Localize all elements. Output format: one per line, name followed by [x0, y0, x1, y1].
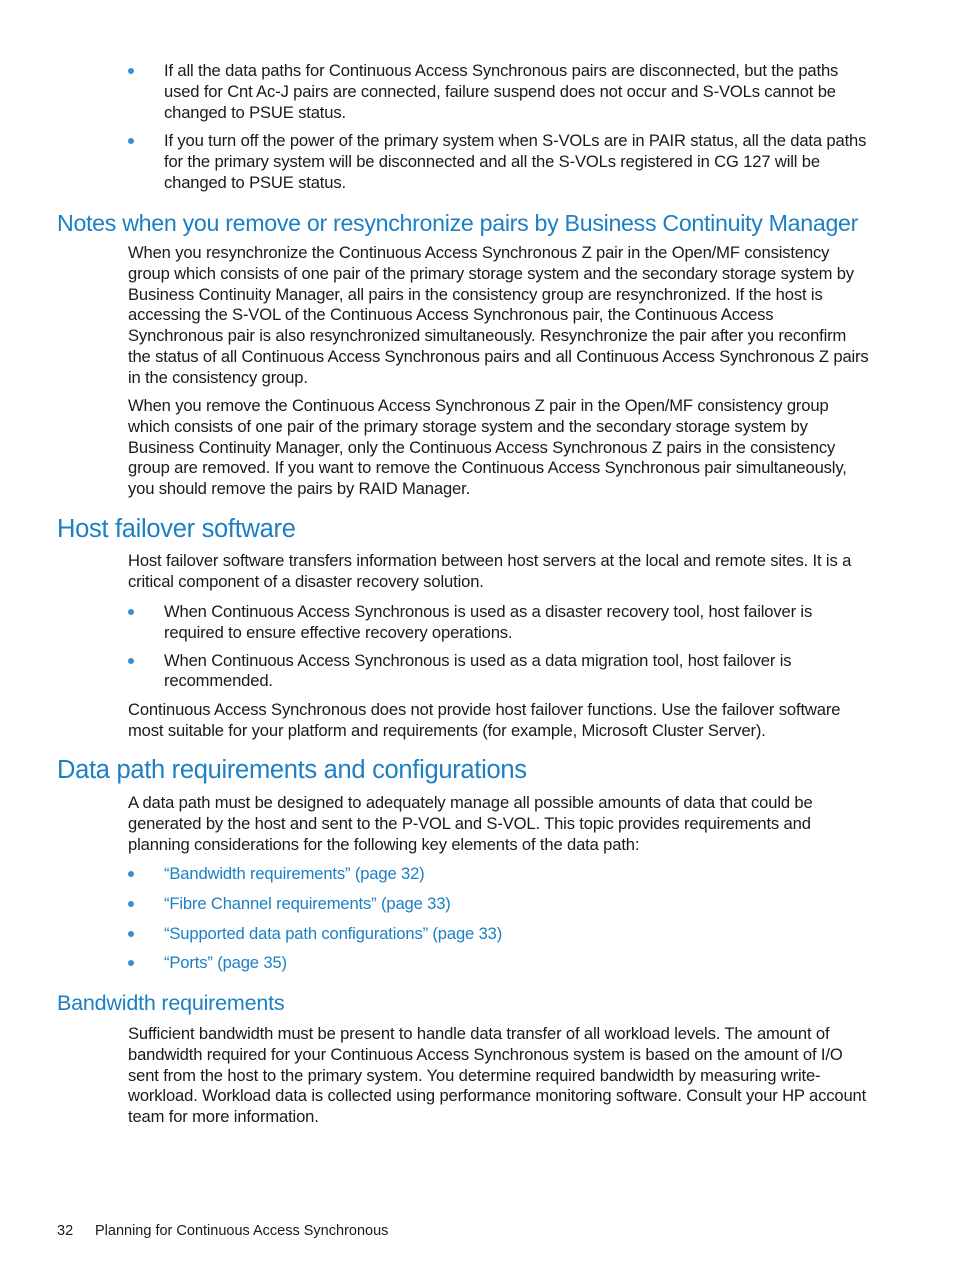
host-failover-bullet-list: [128, 602, 870, 692]
notes-paragraph-2: When you remove the Continuous Access Synchronous Z pair in the Open/MF consistency group which consists of one pair of the primary storage system and the secondary storage system by Business Continuity Manager, only the Continuous Access Synchronous Z pairs in the consistency group are removed. If you want to remove the Continuous Access Synchronous pair simultaneously, you should remove the pairs by RAID Manager.: [128, 396, 847, 499]
host-failover-heading: Host failover software: [57, 515, 296, 543]
data-path-heading: Data path requirements and configurations: [57, 756, 527, 784]
bandwidth-paragraph: Sufficient bandwidth must be present to handle data transfer of all workload levels. The amount of bandwidth required for your Continuous Access Synchronous system is based on the amount of I/O sent from the host to the primary system. You determine required bandwidth by measuring write-workload. Workload data is collected using performance monitoring software. Consult your HP account team for more information.: [128, 1024, 867, 1127]
host-failover-intro: Host failover software transfers information between host servers at the local and remote sites. It is a critical component of a disaster recovery solution.: [128, 551, 852, 591]
list-item: [128, 651, 870, 693]
page-number: 32: [57, 1223, 74, 1239]
bullet-icon: [128, 658, 134, 664]
bullet-text: If you turn off the power of the primary system when S-VOLs are in PAIR status, all the data paths for the primary system will be disconnected and all the S-VOLs registered in CG 127 will be changed to PSUE status.: [164, 131, 867, 192]
list-item: [128, 953, 870, 974]
host-failover-closing: Continuous Access Synchronous does not provide host failover functions. Use the failover software most suitable for your platform and requirements (for example, Microsoft Cluster Server).: [128, 700, 841, 740]
list-item: [128, 602, 870, 644]
page-footer: [57, 1222, 388, 1240]
bullet-icon: [128, 871, 134, 877]
data-path-link-list: [128, 864, 870, 974]
list-item: [128, 131, 870, 193]
data-path-intro: A data path must be designed to adequately manage all possible amounts of data that could be generated by the host and sent to the P-VOL and S-VOL. This topic provides requirements and planning considerations for the following key elements of the data path:: [128, 793, 813, 854]
list-item: [128, 924, 870, 945]
top-bullet-list: [128, 61, 870, 194]
bullet-icon: [128, 68, 134, 74]
bullet-icon: [128, 960, 134, 966]
supported-data-path-configurations-link[interactable]: “Supported data path configurations” (page 33): [164, 923, 503, 943]
bullet-text: When Continuous Access Synchronous is used as a disaster recovery tool, host failover is required to ensure effective recovery operations.: [164, 602, 813, 642]
bullet-icon: [128, 138, 134, 144]
bullet-text: If all the data paths for Continuous Access Synchronous pairs are disconnected, but the paths used for Cnt Ac-J pairs are connected, failure suspend does not occur and S-VOLs cannot be changed to PSUE status.: [164, 61, 839, 122]
bullet-icon: [128, 931, 134, 937]
chapter-title: Planning for Continuous Access Synchronous: [95, 1223, 389, 1239]
bandwidth-heading: Bandwidth requirements: [57, 991, 285, 1015]
list-item: [128, 894, 870, 915]
notes-paragraph-1: When you resynchronize the Continuous Access Synchronous Z pair in the Open/MF consistency group which consists of one pair of the primary storage system and the secondary storage system by Business Continuity Manager, all pairs in the consistency group are resynchronized. If the host is accessing the S-VOL of the Continuous Access Synchronous pair, the Continuous Access Synchronous pair is also resynchronized simultaneously. Resynchronize the pair after you reconfirm the status of all Continuous Access Synchronous pairs and all Continuous Access Synchronous Z pairs in the consistency group.: [128, 243, 869, 387]
notes-section-heading: Notes when you remove or resynchronize pairs by Business Continuity Manager: [57, 210, 859, 236]
bullet-icon: [128, 609, 134, 615]
ports-link[interactable]: “Ports” (page 35): [164, 953, 287, 973]
bullet-icon: [128, 901, 134, 907]
list-item: [128, 61, 870, 123]
list-item: [128, 864, 870, 885]
bandwidth-requirements-link[interactable]: “Bandwidth requirements” (page 32): [164, 864, 425, 883]
fibre-channel-requirements-link[interactable]: “Fibre Channel requirements” (page 33): [164, 893, 451, 913]
bullet-text: When Continuous Access Synchronous is used as a data migration tool, host failover is recommended.: [164, 650, 792, 691]
